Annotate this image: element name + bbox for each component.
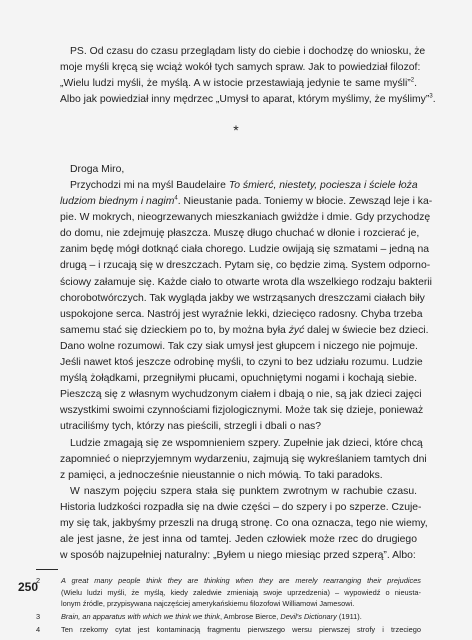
text-line: W naszym pojęciu szpera stała się punktem zwrotnym w rachubie czasu. <box>70 485 417 497</box>
text-span: samemu stać się dzieckiem po to, by można była <box>60 324 289 336</box>
text-line: moje myśli kręcą się wciąż wokół tych samych spraw. Jak to powiedział filozof: <box>60 62 421 74</box>
text-line: Ludzie zmagają się ze wspomnieniem szpery. Zupełnie jak dzieci, które chcą <box>70 437 423 449</box>
text-line: Historia ludzkości rozpadła się na dwie części – do szpery i po szperze. Czuje- <box>60 501 422 513</box>
text-line <box>60 323 429 339</box>
text-line: Pieszczą się z własnym wychudzonym ciałem i dbają o nie, są jak dzieci zajęci <box>60 389 422 401</box>
footnote-span: (1911). <box>336 612 362 621</box>
footnote-number: 2 <box>36 576 41 585</box>
text-line: zanim będę mógł dotknąć ciała chorego. Ludzie owijają się szmatami – jedną na <box>60 244 430 256</box>
footnote-italic: A great many people think they are thinking when they are merely rearranging their prejudices <box>61 576 421 585</box>
footnote-3 <box>61 611 421 623</box>
punct: . <box>414 78 417 90</box>
greeting-text: Droga Miro, <box>70 164 125 175</box>
text-line: ściowy załamuje się. Każde ciało to otwarte wrota dla wszelkiego rodzaju bakterii <box>60 276 432 288</box>
footnote-span: , Ambrose Bierce, <box>219 612 281 621</box>
text-line: uspokojone serca. Nastrój jest wyraźnie lekki, dziecięco radosny. Chyba trzeba <box>60 308 423 320</box>
quote-italic: ludziom biednym i nagim <box>60 196 175 208</box>
footnote-ref: 4 <box>174 195 178 202</box>
footnote-italic: Brain, an apparatus with which we think we think <box>61 612 220 621</box>
footnote-line <box>61 575 421 587</box>
text-line: drugą – i rzucają się w dreszczach. Pytam się, co będzie zimą. System odporno- <box>60 260 431 272</box>
text-line: zapomnieć o nieprzyjemnym wydarzeniu, zajmują się wykreślaniem tamtych dni <box>60 453 427 465</box>
text-line: Jeśli nawet ktoś jeszcze odrobinę myśli, to czyni to bez udziału rozumu. Ludzie <box>60 357 423 369</box>
text-line: pie. W mokrych, nieogrzewanych mieszkaniach gwiżdże i dmie. Gdy przychodzę <box>60 212 431 224</box>
quote-text: Albo jak powiedział inny mędrzec „Umysł to aparat, którym myślimy, że myślimy” <box>60 94 430 106</box>
letter-paragraph-1 <box>60 178 433 436</box>
text-line: utraciliśmy tych, którzy nas pieścili, strzegli i dbali o nas? <box>60 421 322 433</box>
text-line <box>60 194 433 210</box>
text-line <box>60 92 436 108</box>
letter-paragraph-3 <box>60 484 428 564</box>
greeting <box>60 162 417 178</box>
text-span: Przychodzi mi na myśl Baudelaire <box>70 180 229 191</box>
footnote-rule <box>36 569 58 570</box>
text-line: z pamięci, a jednocześnie nieustannie o nich mówią. To taki paradoks. <box>60 469 383 481</box>
text-line: my się tak, jakbyśmy przeszli na drugą stronę. Co ona oznacza, tego nie wiemy, <box>60 518 428 530</box>
footnote-line: Ten rzekomy cytat jest kontaminacją fragmentu pierwszego wersu pierwszej strofy i trzeciego <box>61 625 421 634</box>
section-separator: * <box>233 122 239 138</box>
quote-italic: To śmierć, niestety, pociesza i ściele łoża <box>228 180 418 191</box>
text-line: do domu, nie zdejmuję płaszcza. Muszę długo chuchać w dłonie i rozcierać je, <box>60 228 420 240</box>
italic-word: żyć <box>288 324 305 336</box>
text-line: Dano wolne rozumowi. Tak czy siak umysł jest głupcem i niczego nie pojmuje. <box>60 340 418 352</box>
footnote-number: 4 <box>36 625 41 634</box>
footnote-italic: Devil's Dictionary <box>280 612 337 621</box>
footnote-4 <box>61 624 421 636</box>
page-number: 250 <box>18 580 39 594</box>
footnote-ref: 3 <box>429 93 433 100</box>
quote-text: „Wielu ludzi myśli, że myślą. A w istocie przestawiają jedynie te same myśli” <box>60 78 411 90</box>
footnote-2 <box>61 575 421 610</box>
text-line: PS. Od czasu do czasu przeglądam listy do ciebie i dochodzę do wniosku, że <box>70 46 426 57</box>
text-span: . Nieustanie pada. Toniemy w błocie. Zewsząd leje i ka- <box>177 196 433 208</box>
text-line: w sposób najzupełniej naturalny: „Byłem u niego miesiąc przed szperą”. Albo: <box>60 550 416 562</box>
letter-paragraph-2 <box>60 436 427 484</box>
text-span: dalej w świecie bez dzieci. <box>304 324 429 336</box>
footnote-number: 3 <box>36 612 41 621</box>
text-line: chorobotwórczych. Tak wygląda jakby we wstrząsanych dreszczami ciałach biły <box>60 292 425 304</box>
footnote-line: lonym źródle, przypisywana najczęściej amerykańskiemu filozofowi Williamowi Jamesowi. <box>61 599 355 609</box>
text-line <box>60 178 417 194</box>
footnote-line: (Wielu ludzi myśli, że myślą, kiedy zaledwie zmieniają swoje uprzedzenia) – wypowiedź o nieusta- <box>61 587 421 597</box>
text-line: myślą żołądkami, przegniłymi płucami, opuchniętymi nogami i kochają siebie. <box>60 373 417 385</box>
ps-paragraph <box>60 44 436 108</box>
footnote-line <box>61 611 421 623</box>
text-line <box>60 76 417 92</box>
text-line: wszystkimi swoimi czynnościami fizjologicznymi. Może tak się dzieje, ponieważ <box>60 405 424 417</box>
text-line: ale jest jasne, że jest inna od tamtej. Jeden człowiek może rzec do drugiego <box>60 534 417 546</box>
footnote-ref: 2 <box>410 77 415 84</box>
punct: . <box>432 94 436 106</box>
